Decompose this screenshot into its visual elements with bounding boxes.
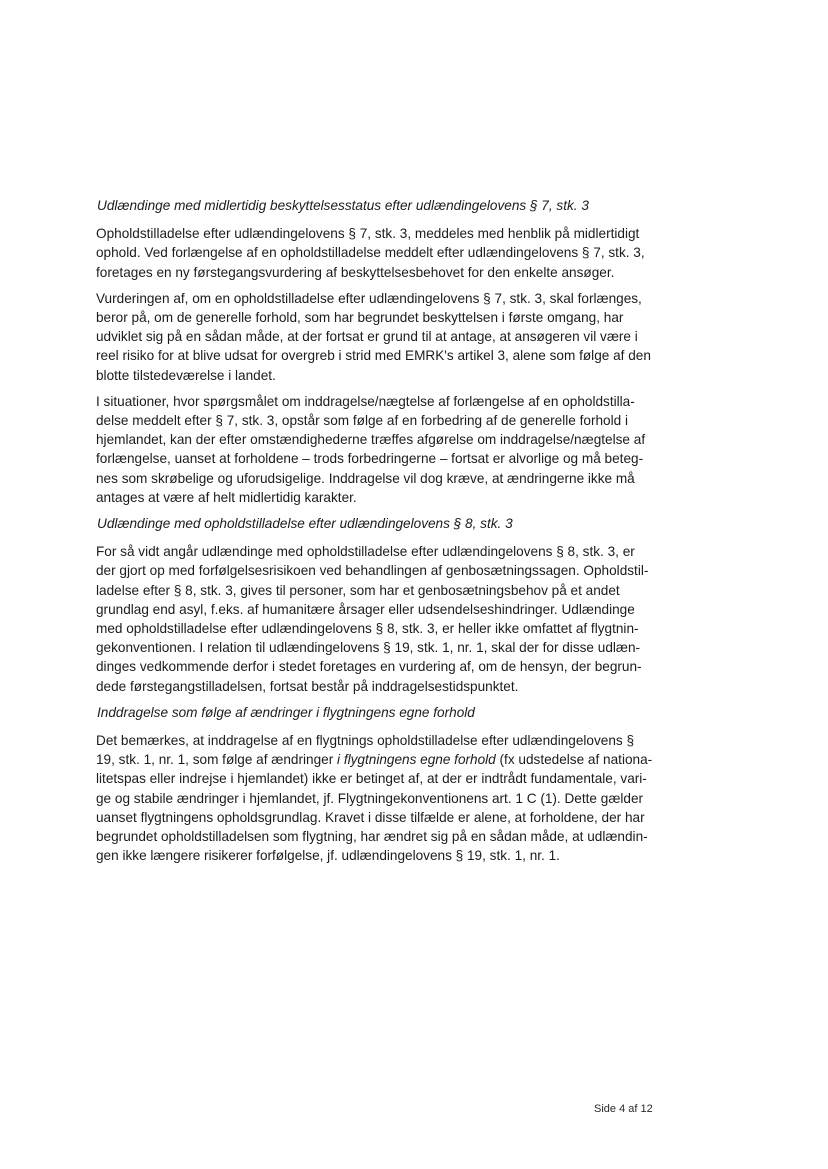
text-line: der gjort op med forfølgelsesrisikoen ved behandlingen af genbosætningssagen. Opholdstil- — [96, 563, 649, 579]
text-line: forlængelse, uanset at forholdene – trods forbedringerne – fortsat er alvorlige og må beteg- — [96, 451, 644, 467]
text-line: litetspas eller indrejse i hjemlandet) ikke er betinget af, at der er indtrådt fundamentale, vari- — [96, 771, 647, 787]
text-run: (fx udstedelse af nationa- — [495, 752, 653, 768]
text-line: begrundet opholdstilladelsen som flygtning, har ændret sig på en sådan måde, at udlændin- — [96, 829, 648, 845]
text-line: delse meddelt efter § 7, stk. 3, opstår som følge af en forbedring af de generelle forhold i — [96, 413, 628, 429]
text-line: gen ikke længere risikerer forfølgelse, jf. udlændingelovens § 19, stk. 1, nr. 1. — [96, 848, 560, 864]
text-line — [96, 750, 662, 769]
paragraph — [96, 542, 662, 696]
section-heading-par8-stk3: Udlændinge med opholdstilladelse efter udlændingelovens § 8, stk. 3 — [97, 516, 513, 532]
text-line: dede førstegangstilladelsen, fortsat består på inddragelsestidspunktet. — [96, 678, 519, 694]
page-number: Side 4 af 12 — [594, 1103, 653, 1115]
text-line: nes som skrøbelige og uforudsigelige. Inddragelse vil dog kræve, at ændringerne ikke må — [96, 470, 635, 486]
text-line: Opholdstilladelse efter udlændingelovens § 7, stk. 3, meddeles med henblik på midlertidigt — [96, 226, 640, 242]
text-line: ophold. Ved forlængelse af en opholdstilladelse meddelt efter udlændingelovens § 7, stk. 3, — [96, 245, 645, 261]
section-heading-egne-forhold: Inddragelse som følge af ændringer i flygtningens egne forhold — [97, 704, 475, 720]
text-line: Vurderingen af, om en opholdstilladelse efter udlændingelovens § 7, stk. 3, skal forlænges, — [96, 290, 642, 306]
text-line: beror på, om de generelle forhold, som har begrundet beskyttelsen i første omgang, har — [96, 310, 624, 326]
text-line: udviklet sig på en sådan måde, at der fortsat er grund til at antage, at ansøgeren vil være i — [96, 329, 638, 345]
text-line: blotte tilstedeværelse i landet. — [96, 367, 276, 383]
text-line: gekonventionen. I relation til udlændingelovens § 19, stk. 1, nr. 1, skal der for disse udlæn- — [96, 640, 641, 656]
text-line: ge og stabile ændringer i hjemlandet, jf. Flygtningekonventionens art. 1 C (1). Dette gælder — [96, 790, 644, 806]
text-line: uanset flygtningens opholdsgrundlag. Kravet i disse tilfælde er alene, at forholdene, der har — [96, 809, 645, 825]
text-line: dinges vedkommende derfor i stedet foretages en vurdering af, om de hensyn, der begrun- — [96, 659, 642, 675]
section-heading-par7-stk3: Udlændinge med midlertidig beskyttelsesstatus efter udlændingelovens § 7, stk. 3 — [97, 198, 589, 213]
text-line: hjemlandet, kan der efter omstændighederne træffes afgørelse om inddragelse/nægtelse af — [96, 432, 646, 448]
text-line: reel risiko for at blive udsat for overgreb i strid med EMRK's artikel 3, alene som følge af den — [96, 348, 651, 364]
paragraph — [96, 224, 662, 282]
paragraph — [96, 289, 662, 385]
paragraph — [96, 392, 662, 507]
paragraph — [96, 731, 662, 865]
emphasis-text: i flygtningens egne forhold — [337, 752, 496, 768]
text-line: med opholdstilladelse efter udlændingelovens § 8, stk. 3, er heller ikke omfattet af flygtnin- — [96, 621, 639, 637]
text-line: For så vidt angår udlændinge med opholdstilladelse efter udlændingelovens § 8, stk. 3, er — [96, 544, 635, 560]
text-line: Det bemærkes, at inddragelse af en flygtnings opholdstilladelse efter udlændingelovens § — [96, 733, 635, 749]
text-line: antages at være af helt midlertidig karakter. — [96, 489, 357, 505]
text-line: I situationer, hvor spørgsmålet om inddragelse/nægtelse af forlængelse af en opholdstilla- — [96, 393, 635, 409]
document-body — [96, 196, 662, 873]
text-run: 19, stk. 1, nr. 1, som følge af ændringer — [96, 752, 338, 768]
text-line: ladelse efter § 8, stk. 3, gives til personer, som har et genbosætningsbehov på et andet — [96, 582, 620, 598]
text-line: foretages en ny førstegangsvurdering af beskyttelsesbehovet for den enkelte ansøger. — [96, 264, 615, 280]
text-line: grundlag end asyl, f.eks. af humanitære årsager eller udsendelseshindringer. Udlændinge — [96, 601, 635, 617]
